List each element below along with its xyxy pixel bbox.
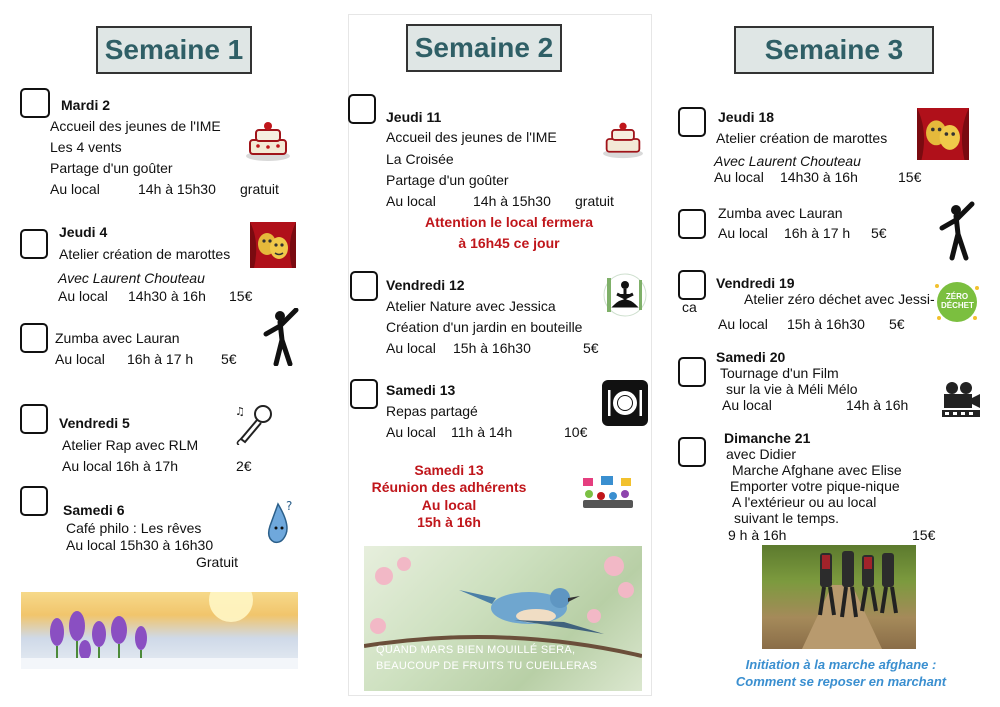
event-line: Marche Afghane avec Elise: [732, 462, 902, 478]
event-price: gratuit: [240, 181, 279, 197]
closing-notice: Attention le local fermera: [424, 214, 594, 230]
event-where: Au local: [386, 193, 436, 209]
event-day: Samedi 6: [63, 502, 125, 518]
event-price: Gratuit: [196, 554, 239, 570]
hikers-photo: [762, 545, 916, 649]
event-where: Au local: [722, 397, 772, 413]
event-price: 10€: [564, 424, 588, 440]
event-line: Accueil des jeunes de l'IME: [50, 118, 221, 134]
event-line: Emporter votre pique-nique: [730, 478, 900, 494]
event-day: Zumba avec Lauran: [718, 205, 843, 221]
plate-cutlery-icon: [602, 380, 648, 426]
event-time: 16h à 17 h: [784, 225, 851, 241]
week-1-title: Semaine 1: [96, 26, 252, 74]
event-line: Atelier zéro déchet avec Jessi-: [744, 291, 935, 307]
event-day: Jeudi 11: [386, 109, 442, 125]
event-line: Atelier Rap avec RLM: [62, 437, 199, 453]
theater-masks-icon: [250, 222, 296, 268]
event-day: Jeudi 18: [718, 109, 775, 125]
meeting-notice: Samedi 13: [414, 462, 484, 478]
zumba-dancer-icon: [938, 200, 976, 262]
meeting-notice: Réunion des adhérents: [371, 479, 527, 495]
event-time: 14h30 à 16h: [780, 169, 858, 185]
event-line: Atelier création de marottes: [59, 246, 231, 262]
checkbox-zumba[interactable]: [20, 323, 48, 353]
checkbox-samedi-20[interactable]: [678, 357, 706, 387]
event-time: 15h à 16h30: [453, 340, 531, 356]
bird-spring-photo: [364, 546, 642, 691]
event-line: Partage d'un goûter: [50, 160, 173, 176]
event-day: Jeudi 4: [59, 224, 108, 240]
microphone-music-icon: [233, 403, 277, 445]
event-line: Partage d'un goûter: [386, 172, 509, 188]
checkbox-samedi-13[interactable]: [350, 379, 378, 409]
event-line: ca: [682, 299, 697, 315]
event-guest: Avec Laurent Chouteau: [714, 153, 861, 169]
event-where: Au local: [58, 288, 108, 304]
event-line: Atelier création de marottes: [716, 130, 888, 146]
event-line: Accueil des jeunes de l'IME: [386, 129, 557, 145]
event-line: Tournage d'un Film: [720, 365, 839, 381]
week-3-column: [668, 0, 1000, 707]
event-price: 5€: [871, 225, 887, 241]
theater-masks-icon: [917, 107, 969, 161]
checkbox-dimanche-21[interactable]: [678, 437, 706, 467]
hikers-icon: [762, 545, 916, 649]
event-line: avec Didier: [726, 446, 797, 462]
event-time: 14h à 15h30: [138, 181, 216, 197]
event-price: 15€: [898, 169, 922, 185]
event-day: Samedi 20: [716, 349, 786, 365]
event-time: 15h à 16h30: [787, 316, 865, 332]
event-price: 2€: [236, 458, 252, 474]
checkbox-samedi-6[interactable]: [20, 486, 48, 516]
footer-note: Comment se reposer en marchant: [735, 674, 947, 689]
week-2-title: Semaine 2: [406, 24, 562, 72]
meeting-notice: 15h à 16h: [417, 514, 481, 530]
event-price: 5€: [889, 316, 905, 332]
week-2-column: [348, 14, 652, 696]
event-day: Dimanche 21: [724, 430, 811, 446]
event-where: Au local: [55, 351, 105, 367]
footer-note: Initiation à la marche afghane :: [745, 657, 937, 672]
checkbox-mardi-2[interactable]: [20, 88, 50, 118]
event-line: A l'extérieur ou au local: [732, 494, 877, 510]
zero-waste-icon: [931, 278, 983, 326]
event-time: 14h30 à 16h: [128, 288, 206, 304]
event-day: Vendredi 5: [59, 415, 130, 431]
photo-caption: QUAND MARS BIEN MOUILLÉ SERA,: [376, 644, 576, 656]
event-line: La Croisée: [386, 151, 454, 167]
event-line: Repas partagé: [386, 403, 478, 419]
event-price: 15€: [912, 527, 936, 543]
crocus-flowers-icon: [21, 592, 298, 669]
event-line: sur la vie à Méli Mélo: [726, 381, 858, 397]
week-3-title: Semaine 3: [734, 26, 934, 74]
event-line: Au local 15h30 à 16h30: [66, 537, 214, 553]
event-line: Création d'un jardin en bouteille: [386, 319, 583, 335]
event-where: Au local: [50, 181, 100, 197]
svg-text:?: ?: [286, 499, 293, 513]
event-where: Au local: [718, 316, 768, 332]
checkbox-vendredi-5[interactable]: [20, 404, 48, 434]
checkbox-vendredi-19[interactable]: [678, 270, 706, 300]
event-line: Les 4 vents: [50, 139, 122, 155]
event-where: Au local: [386, 424, 436, 440]
event-where: Au local 16h à 17h: [62, 458, 178, 474]
event-day: Mardi 2: [61, 97, 111, 113]
week-1-column: [0, 0, 330, 707]
cake-icon: [244, 118, 292, 162]
event-price: 5€: [221, 351, 237, 367]
event-guest: Avec Laurent Chouteau: [58, 270, 205, 286]
event-day: Zumba avec Lauran: [55, 330, 180, 346]
zumba-dancer-icon: [262, 308, 300, 366]
closing-notice: à 16h45 ce jour: [458, 235, 560, 251]
meditation-icon: [601, 272, 649, 318]
event-line: Café philo : Les rêves: [66, 520, 202, 536]
zero-waste-label: ZÉRO DÉCHET: [941, 292, 974, 310]
spring-flowers-photo: [21, 592, 298, 669]
event-line: Atelier Nature avec Jessica: [386, 298, 556, 314]
checkbox-zumba[interactable]: [678, 209, 706, 239]
event-time: 14h à 15h30: [473, 193, 551, 209]
event-line: suivant le temps.: [734, 510, 840, 526]
event-price: 5€: [583, 340, 599, 356]
checkbox-jeudi-11[interactable]: [348, 94, 376, 124]
event-day: Vendredi 19: [716, 275, 795, 291]
event-where: Au local: [714, 169, 764, 185]
cake-icon: [601, 119, 645, 159]
meeting-notice: Au local: [421, 497, 477, 513]
checkbox-vendredi-12[interactable]: [350, 271, 378, 301]
event-time: 14h à 16h: [846, 397, 909, 413]
event-price: 15€: [229, 288, 253, 304]
event-time: 11h à 14h: [451, 424, 513, 440]
svg-text:♫: ♫: [235, 405, 245, 418]
event-day: Vendredi 12: [386, 277, 465, 293]
event-time: 9 h à 16h: [728, 527, 787, 543]
thinking-drop-icon: [264, 498, 298, 546]
film-camera-icon: [940, 380, 982, 418]
event-where: Au local: [718, 225, 768, 241]
checkbox-jeudi-4[interactable]: [20, 229, 48, 259]
event-where: Au local: [386, 340, 436, 356]
photo-caption: BEAUCOUP DE FRUITS TU CUEILLERAS: [376, 660, 598, 672]
event-price: gratuit: [575, 193, 614, 209]
meeting-people-icon: [579, 474, 637, 514]
event-day: Samedi 13: [386, 382, 456, 398]
event-time: 16h à 17 h: [127, 351, 194, 367]
checkbox-jeudi-18[interactable]: [678, 107, 706, 137]
